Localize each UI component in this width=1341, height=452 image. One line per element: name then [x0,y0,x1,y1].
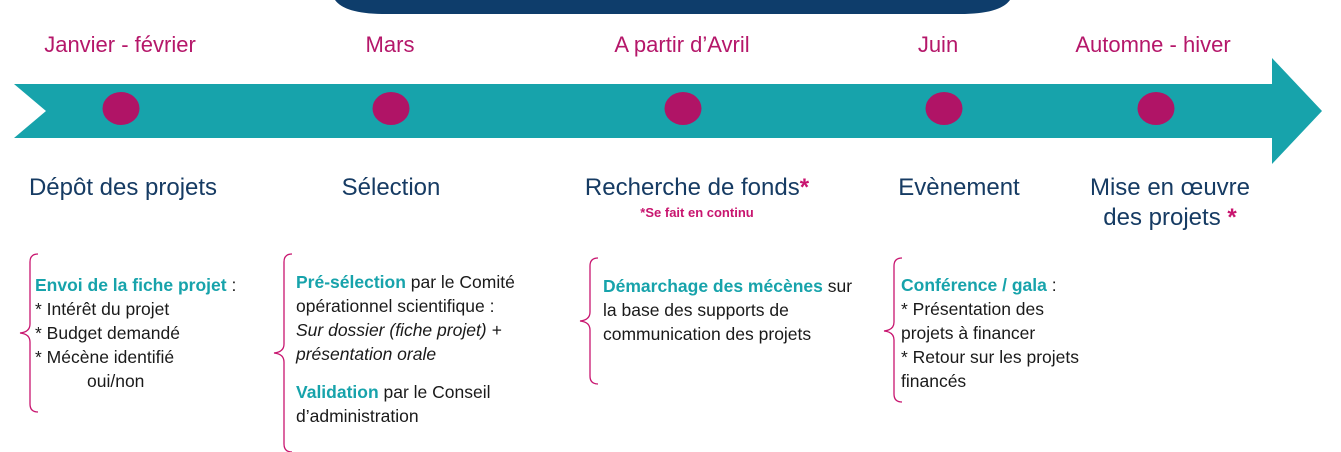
phase-heading-3 [585,173,809,203]
brace-3 [568,256,598,388]
detail-4-title-suffix: : [1046,275,1057,295]
period-label-5: Automne - hiver [1075,32,1231,57]
phase-heading-4: Evènement [898,174,1020,201]
detail-3-text: sur la base des supports de communication des projets [603,276,853,344]
milestone-dot-3 [665,92,702,125]
phase-heading-3-asterisk: * [799,174,810,201]
period-label-4: Juin [917,32,959,57]
detail-1-subitem: oui/non [87,371,145,391]
timeline-arrow [0,0,1341,180]
detail-2-preselection-title: Pré-sélection [296,272,406,292]
milestone-dot-4 [926,92,963,125]
phase-heading-5-line2: des projets [1103,204,1221,231]
detail-2-preselection-text: par le Comité opérationnel scientifique : [296,272,515,316]
detail-4-title-line [901,273,1101,297]
period-label-2: Mars [365,32,415,57]
milestone-dot-5 [1138,92,1175,125]
phase-heading-2: Sélection [341,174,441,201]
phase-heading-3-text: Recherche de fonds [584,174,800,201]
phase-heading-5-line2-wrap [1090,203,1250,233]
period-label-3: A partir d’Avril [614,32,750,57]
detail-block-4 [901,273,1101,393]
phase-heading-5 [1090,173,1250,233]
detail-3-title: Démarchage des mécènes [603,276,823,296]
period-label-1: Janvier - février [44,32,196,57]
detail-1-title-line [35,273,265,297]
brace-4 [872,256,902,406]
milestone-dot-1 [103,92,140,125]
detail-4-title: Conférence / gala [901,275,1047,295]
brace-2 [262,252,292,452]
phase-heading-5-asterisk: * [1227,204,1237,231]
detail-block-2 [296,270,546,428]
detail-block-1 [35,273,265,393]
detail-2-spacer [296,366,546,380]
detail-1-item-1: * Intérêt du projet [35,299,170,319]
phase-heading-1: Dépôt des projets [28,174,218,201]
continuous-note: *Se fait en continu [640,205,754,220]
detail-4-item-1: * Présentation des projets à financer [901,299,1045,343]
detail-2-preselection-method: Sur dossier (fiche projet) + présentation orale [296,320,502,364]
detail-2-validation-title: Validation [296,382,379,402]
milestone-dot-2 [373,92,410,125]
phase-heading-5-line1: Mise en œuvre [1089,174,1251,201]
detail-2-validation-text: par le Conseil d’administration [296,382,491,426]
detail-1-title: Envoi de la fiche projet [35,275,227,295]
detail-block-3 [603,274,853,346]
detail-2-preselection [296,270,546,318]
detail-4-item-2: * Retour sur les projets financés [901,347,1079,391]
detail-1-item-2: * Budget demandé [35,323,180,343]
detail-2-validation [296,380,546,428]
detail-1-item-3: * Mécène identifié [35,347,175,367]
detail-1-title-suffix: : [226,275,237,295]
brace-1 [8,252,38,414]
